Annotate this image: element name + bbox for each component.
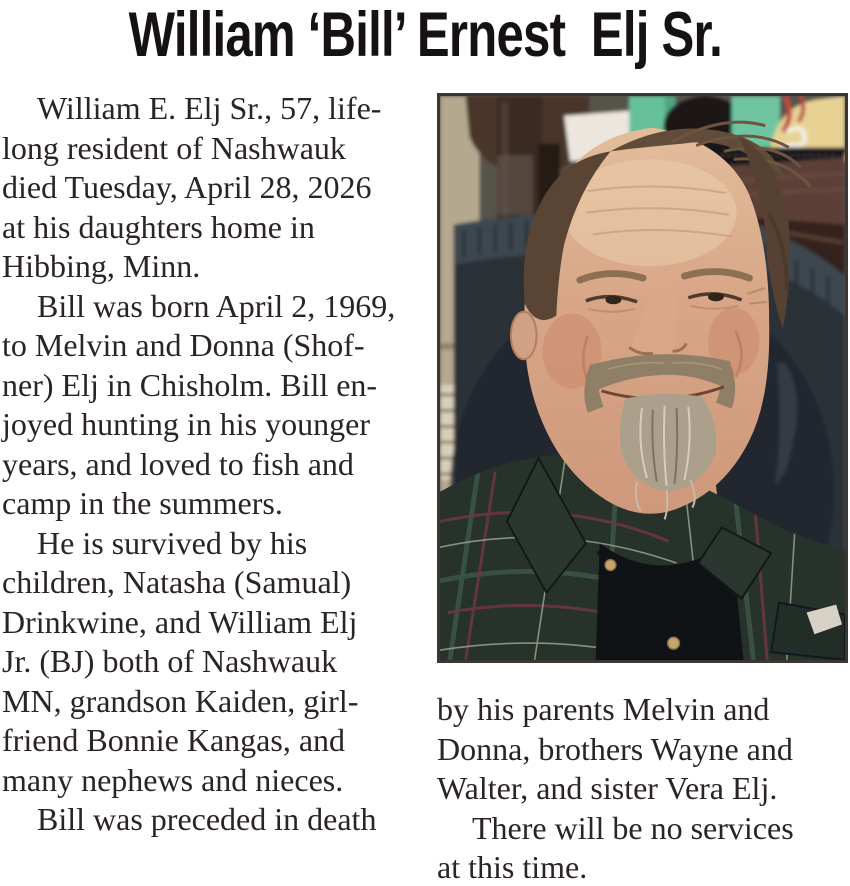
shirt-button <box>668 637 680 649</box>
obituary-text-line: Walter, and sister Vera Elj. <box>437 770 778 806</box>
obituary-text-line: at this time. <box>437 849 588 885</box>
headline-bar <box>0 0 850 78</box>
obituary-text-line: by his parents Melvin and <box>437 691 770 727</box>
obituary-text-line: friend Bonnie Kangas, and <box>2 722 346 758</box>
obituary-text-line: He is survived by his <box>37 524 308 561</box>
obituary-text-line: joyed hunting in his younger <box>2 406 370 442</box>
obituary-column-left <box>2 89 434 840</box>
ear <box>511 312 537 359</box>
obituary-text-line: Bill was preceded in death <box>37 801 377 837</box>
obituary-text-line: at his daughters home in <box>2 208 315 245</box>
obituary-photo <box>437 93 848 663</box>
obituary-text-line: children, Natasha (Samual) <box>2 564 352 600</box>
portrait-illustration <box>440 96 845 660</box>
obituary-text-line: Jr. (BJ) both of Nashwauk <box>2 643 338 679</box>
obituary-text-line: long resident of Nashwauk <box>2 129 346 166</box>
obituary-text-line: camp in the summers. <box>2 485 283 521</box>
obituary-text-line: William E. Elj Sr., 57, life- <box>37 90 382 126</box>
obituary-text-line: years, and loved to fish and <box>2 445 354 482</box>
obituary-text-line: to Melvin and Donna (Shof- <box>2 327 365 363</box>
obituary-text-line: died Tuesday, April 28, 2026 <box>2 169 372 205</box>
obituary-text-line: Bill was born April 2, 1969, <box>37 287 396 324</box>
obituary-text-line: Hibbing, Minn. <box>2 248 201 284</box>
page-title: William ‘Bill’ Ernest Elj Sr. <box>128 0 722 70</box>
obituary-text-line: There will be no services <box>472 809 794 846</box>
obituary-text-line: Drinkwine, and William Elj <box>2 603 358 640</box>
obituary-column-right <box>437 690 850 886</box>
obituary-text-line: ner) Elj in Chisholm. Bill en- <box>2 366 378 403</box>
obituary-text-line: MN, grandson Kaiden, girl- <box>2 682 359 719</box>
obituary-text-line: Donna, brothers Wayne and <box>437 730 793 767</box>
obituary-text-line: many nephews and nieces. <box>2 761 344 798</box>
shirt-button <box>605 560 616 571</box>
